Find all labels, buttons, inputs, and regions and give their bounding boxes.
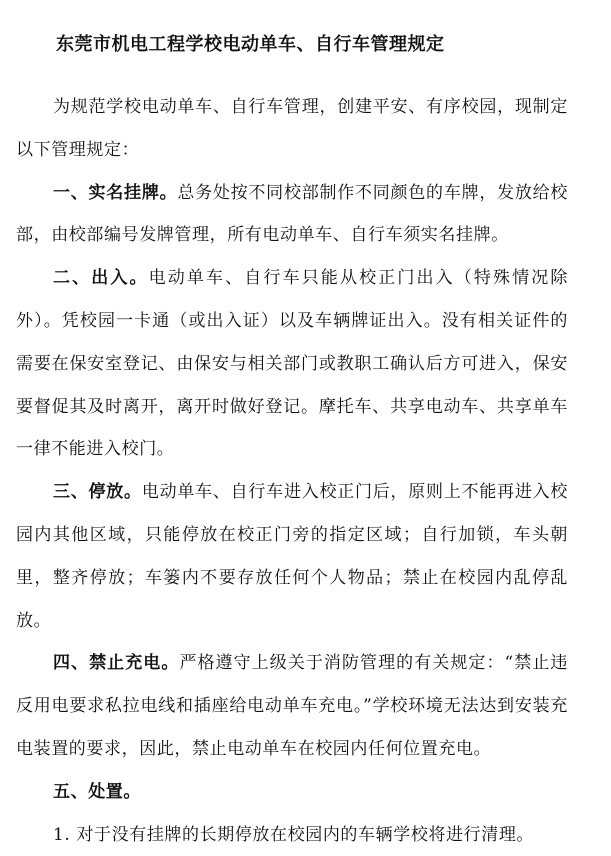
document-title: 东莞市机电工程学校电动单车、自行车管理规定: [56, 34, 445, 55]
intro-paragraph: 为规范学校电动单车、自行车管理，创建平安、有序校园，现制定以下管理规定：: [16, 97, 568, 160]
section-2-text: 电动单车、自行车只能从校正门出入（特殊情况除外）。凭校园一卡通（或出入证）以及车辆牌证出入。没有相关证件的需要在保安室登记、由保安与相关部门或教职工确认后方可进入，保安要督促其及时离开，离开时做好登记。摩托车、共享电动车、共享单车一律不能进入校门。: [16, 268, 568, 460]
section-4-text: 严格遵守上级关于消防管理的有关规定：“禁止违反用电要求私拉电线和插座给电动单车充电。”学校环境无法达到安装充电装置的要求，因此，禁止电动单车在校园内任何位置充电。: [16, 653, 569, 759]
section-3-heading: 三、停放。: [53, 482, 142, 503]
section-3-paragraph: [16, 471, 568, 642]
section-2-paragraph: [16, 257, 568, 471]
section-5-paragraph: [16, 771, 568, 814]
section-1-paragraph: [16, 172, 568, 258]
section-4-heading: 四、禁止充电。: [53, 653, 180, 674]
section-2-heading: 二、出入。: [53, 268, 149, 289]
document-body: [16, 86, 568, 856]
section-1-text: 总务处按不同校部制作不同颜色的车牌，发放给校部，由校部编号发牌管理，所有电动单车、自行车须实名挂牌。: [16, 182, 569, 246]
section-5-heading: 五、处置。: [53, 781, 141, 802]
list-item: 1. 对于没有挂牌的长期停放在校园内的车辆学校将进行清理。: [53, 824, 535, 845]
section-1-heading: 一、实名挂牌。: [53, 182, 178, 203]
section-3-text: 电动单车、自行车进入校正门后，原则上不能再进入校园内其他区域，只能停放在校正门旁的指定区域；自行加锁，车头朝里，整齐停放；车篓内不要存放任何个人物品；禁止在校园内乱停乱放。: [16, 482, 569, 631]
section-4-paragraph: [16, 642, 568, 770]
